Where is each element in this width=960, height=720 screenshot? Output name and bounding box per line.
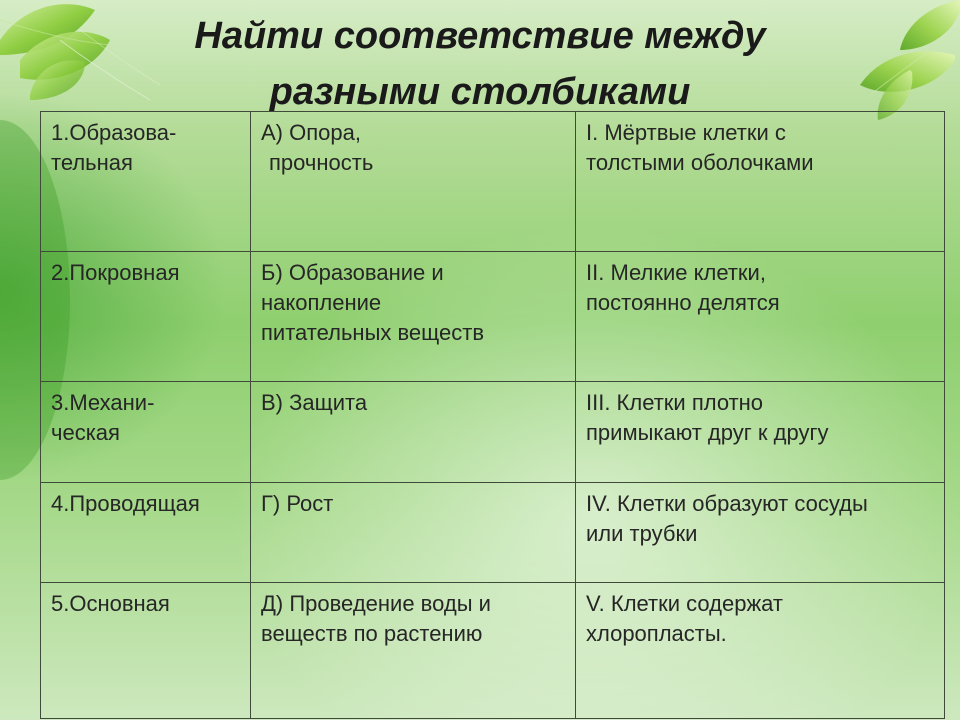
top-right-leaves-icon: [860, 0, 960, 120]
table-row: [41, 112, 945, 252]
structure-cell: [576, 583, 945, 719]
function-cell: [251, 112, 576, 252]
cell-text: I. Мёртвые клетки с: [586, 120, 786, 145]
function-cell: [251, 583, 576, 719]
cell-text: толстыми оболочками: [586, 150, 814, 175]
cell-text: тельная: [51, 150, 133, 175]
cell-text: питательных веществ: [261, 320, 485, 345]
matching-table: [40, 111, 945, 719]
function-cell: [251, 382, 576, 483]
cell-text: 2.Покровная: [51, 260, 180, 285]
structure-cell: [576, 112, 945, 252]
cell-text: хлоропласты.: [586, 621, 727, 646]
cell-text: 5.Основная: [51, 591, 170, 616]
cell-text: накопление: [261, 290, 382, 315]
page-title: [110, 8, 850, 120]
cell-text: постоянно делятся: [586, 290, 780, 315]
function-cell: [251, 483, 576, 583]
cell-text: примыкают друг к другу: [586, 420, 829, 445]
cell-text: 4.Проводящая: [51, 491, 200, 516]
cell-text: 3.Механи-: [51, 390, 155, 415]
tissue-cell: [41, 583, 251, 719]
cell-text: Д) Проведение воды и: [261, 591, 491, 616]
cell-text: В) Защита: [261, 390, 368, 415]
cell-text: прочность: [269, 150, 374, 175]
cell-text: IV. Клетки образуют сосуды: [586, 491, 868, 516]
cell-text: или трубки: [586, 521, 698, 546]
cell-text: 1.Образова-: [51, 120, 177, 145]
cell-text: Б) Образование и: [261, 260, 444, 285]
cell-text: ческая: [51, 420, 120, 445]
title-line-1: Найти соответствие между: [194, 15, 766, 57]
cell-text: V. Клетки содержат: [586, 591, 783, 616]
cell-text: II. Мелкие клетки,: [586, 260, 766, 285]
cell-text: веществ по растению: [261, 621, 483, 646]
cell-text: Г) Рост: [261, 491, 334, 516]
function-cell: [251, 252, 576, 382]
table-row: [41, 382, 945, 483]
table-row: [41, 483, 945, 583]
structure-cell: [576, 252, 945, 382]
title-line-2: разными столбиками: [269, 71, 691, 113]
tissue-cell: [41, 382, 251, 483]
tissue-cell: [41, 483, 251, 583]
structure-cell: [576, 382, 945, 483]
cell-text: III. Клетки плотно: [586, 390, 764, 415]
table-row: [41, 252, 945, 382]
table-row: [41, 583, 945, 719]
cell-text: А) Опора,: [261, 120, 361, 145]
structure-cell: [576, 483, 945, 583]
tissue-cell: [41, 112, 251, 252]
tissue-cell: [41, 252, 251, 382]
